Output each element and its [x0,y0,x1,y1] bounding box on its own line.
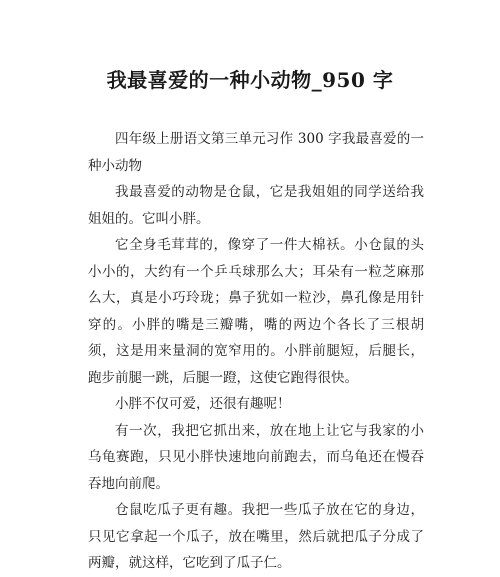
paragraph: 我最喜爱的动物是仓鼠，它是我姐姐的同学送给我姐姐的。它叫小胖。 [88,184,424,227]
paragraph: 四年级上册语文第三单元习作 300 字我最喜爱的一种小动物 [88,131,424,174]
paragraph: 有一次，我把它抓出来，放在地上让它与我家的小乌龟赛跑，只见小胖快速地向前跑去，而乌龟还在慢吞吞地向前爬。 [88,422,424,492]
paragraph: 它全身毛茸茸的，像穿了一件大棉袄。小仓鼠的头小小的，大约有一个乒乓球那么大；耳朵有一粒芝麻那么大，真是小巧玲珑；鼻子犹如一粒沙，鼻孔像是用针穿的。小胖的嘴是三瓣嘴，嘴的两边个各长了三根胡须，这是用来量洞的宽窄用的。小胖前腿短，后腿长，跑步前腿一跳，后腿一蹬，这使它跑得很快。 [88,237,424,386]
paragraph: 仓鼠吃瓜子更有趣。我把一些瓜子放在它的身边，只见它拿起一个瓜子，放在嘴里，然后就把瓜子分成了两瓣，就这样，它吃到了瓜子仁。 [88,502,424,571]
document-title: 我最喜爱的一种小动物_950 字 [106,68,394,92]
paragraph: 小胖不仅可爱，还很有趣呢！ [115,396,291,412]
document-body [88,126,424,577]
